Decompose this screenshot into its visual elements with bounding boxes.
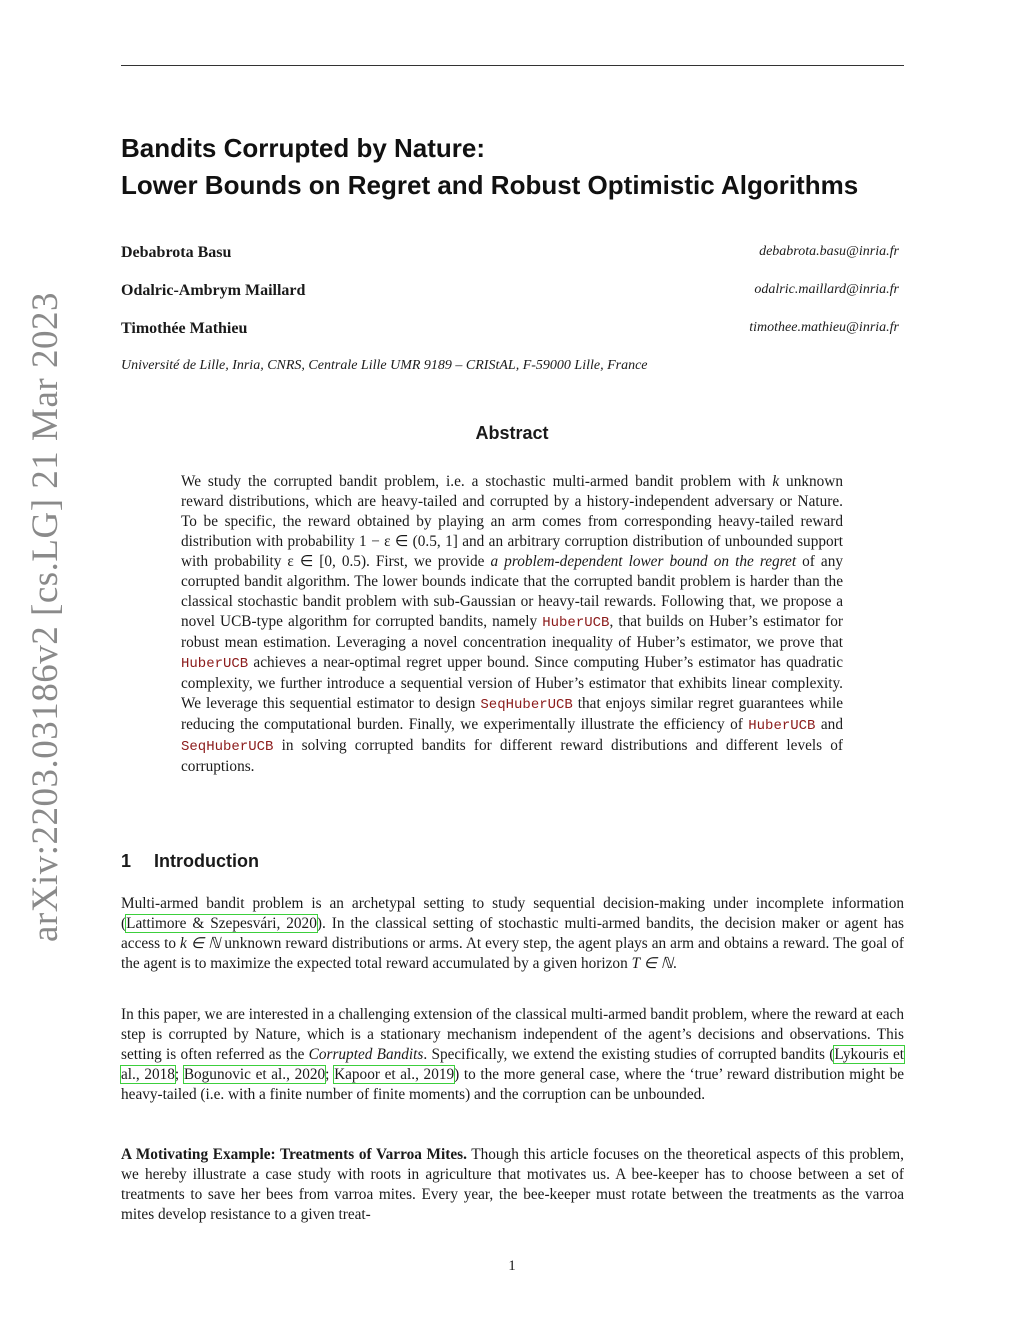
title-line-2: Lower Bounds on Regret and Robust Optimistic Algorithms xyxy=(121,170,859,200)
paragraph-heading: A Motivating Example: Treatments of Varroa Mites. xyxy=(121,1146,467,1163)
author-name: Odalric-Ambrym Maillard xyxy=(121,282,306,299)
author-row xyxy=(121,244,899,266)
algo-name: SeqHuberUCB xyxy=(181,739,274,755)
algo-name: SeqHuberUCB xyxy=(480,697,573,713)
citation-link[interactable]: Lattimore & Szepesvári, 2020 xyxy=(126,915,317,932)
author-row xyxy=(121,320,899,342)
intro-paragraph-2: In this paper, we are interested in a challenging extension of the classical multi-armed bandit problem, where the reward at each step is corrupted by Nature, which is a stationary mechanism independent of the agent’s decisions and observations. This setting is often referred as the Corrupted Bandits. Specifically, we extend the existing studies of corrupted bandits (Lykouris et al., 2018; Bogunovic et al., 2020; Kapoor et al., 2019) to the more general case, where the ‘true’ reward distribution might be heavy-tailed (i.e. with a finite number of finite moments) and the corruption can be unbounded. xyxy=(121,1006,905,1103)
citation-link[interactable]: Bogunovic et al., 2020 xyxy=(183,1066,326,1083)
algo-name: HuberUCB xyxy=(542,615,610,631)
title-line-1: Bandits Corrupted by Nature: xyxy=(121,133,486,163)
section-heading xyxy=(121,851,259,872)
section-title: Introduction xyxy=(154,851,259,871)
author-email[interactable]: timothee.mathieu@inria.fr xyxy=(749,320,899,335)
header-rule xyxy=(121,65,904,66)
intro-paragraph-3: A Motivating Example: Treatments of Varroa Mites. Though this article focuses on the theoretical aspects of this problem, we hereby illustrate a case study with roots in agriculture that motivates us. A bee-keeper has to choose between a set of treatments to save her bees from varroa mites. Every year, the bee-keeper must rotate between the treatments as the varroa mites develop resistance to a given treat- xyxy=(121,1146,905,1223)
paper-title xyxy=(121,130,921,204)
arxiv-stamp: arXiv:2203.03186v2 [cs.LG] 21 Mar 2023 xyxy=(25,292,66,942)
algo-name: HuberUCB xyxy=(181,656,249,672)
intro-paragraph-1: Multi-armed bandit problem is an archetypal setting to study sequential decision-making under incomplete information (Lattimore & Szepesvári, 2020). In the classical setting of stochastic multi-armed bandits, the decision maker or agent has access to k ∈ ℕ unknown reward distributions or arms. At every step, the agent plays an arm and obtains a reward. The goal of the agent is to maximize the expected total reward accumulated by a given horizon T ∈ ℕ. xyxy=(121,895,904,972)
author-name: Timothée Mathieu xyxy=(121,320,248,337)
abstract-body: We study the corrupted bandit problem, i.e. a stochastic multi-armed bandit problem with k unknown reward distributions, which are heavy-tailed and corrupted by a history-independent adversary or Nature. To be specific, the reward obtained by playing an arm comes from corresponding heavy-tailed reward distribution with probability 1 − ε ∈ (0.5, 1] and an arbitrary corruption distribution of unbounded support with probability ε ∈ [0, 0.5). First, we provide a problem-dependent lower bound on the regret of any corrupted bandit algorithm. The lower bounds indicate that the corrupted bandit problem is harder than the classical stochastic bandit problem with sub-Gaussian or heavy-tail rewards. Following that, we propose a novel UCB-type algorithm for corrupted bandits, namely HuberUCB, that builds on Huber’s estimator for robust mean estimation. Leveraging a novel concentration inequality of Huber’s estimator, we prove that HuberUCB achieves a near-optimal regret upper bound. Since computing Huber’s estimator has quadratic complexity, we further introduce a sequential version of Huber’s estimator that exhibits linear complexity. We leverage this sequential estimator to design SeqHuberUCB that enjoys similar regret guarantees while reducing the computational burden. Finally, we experimentally illustrate the efficiency of HuberUCB and SeqHuberUCB in solving corrupted bandits for different reward distributions and different levels of corruptions. xyxy=(181,473,843,775)
author-name: Debabrota Basu xyxy=(121,244,232,261)
citation-link[interactable]: Lykouris et al., 2018 xyxy=(121,1046,904,1083)
algo-name: HuberUCB xyxy=(748,718,816,734)
author-email[interactable]: debabrota.basu@inria.fr xyxy=(759,244,899,259)
page-number: 1 xyxy=(508,1258,516,1274)
section-number: 1 xyxy=(121,851,132,871)
citation-link[interactable]: Kapoor et al., 2019 xyxy=(334,1066,455,1083)
affiliation: Université de Lille, Inria, CNRS, Centrale Lille UMR 9189 – CRIStAL, F-59000 Lille, France xyxy=(121,358,648,373)
author-row xyxy=(121,282,899,304)
author-email[interactable]: odalric.maillard@inria.fr xyxy=(754,282,899,297)
abstract-heading: Abstract xyxy=(475,423,549,443)
